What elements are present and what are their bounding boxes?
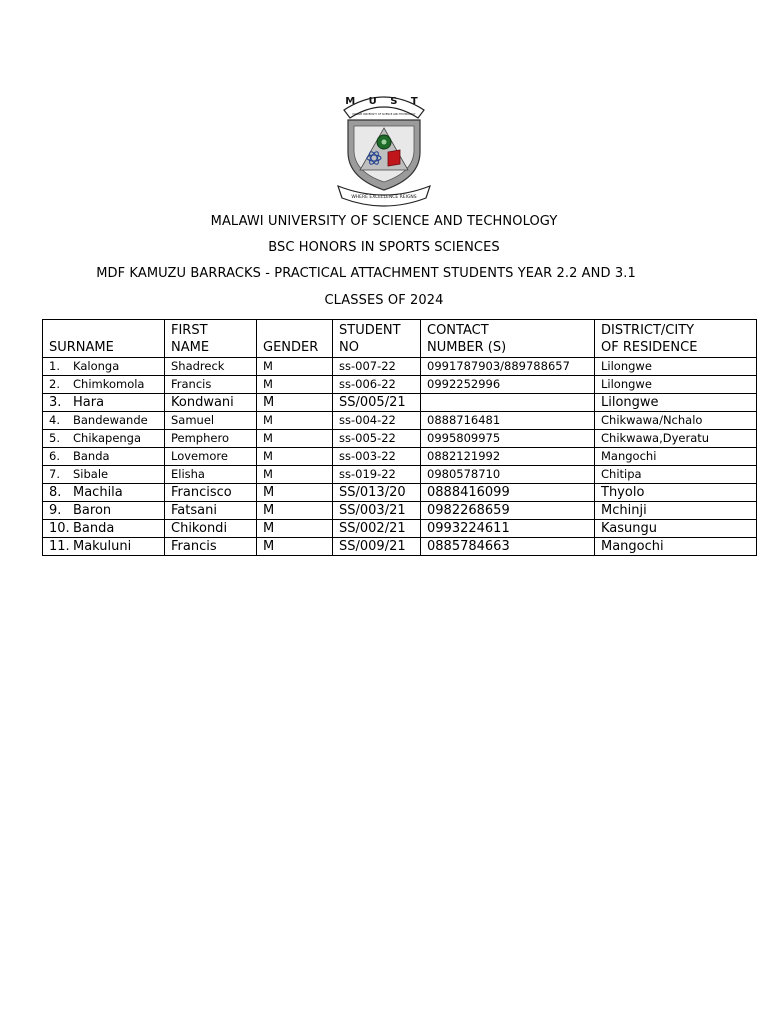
cell-first-name: Kondwani (165, 394, 257, 412)
cell-surname: 6. Banda (43, 448, 165, 466)
cell-district: Chikwawa/Nchalo (595, 412, 757, 430)
cell-student-no: SS/003/21 (333, 502, 421, 520)
cell-district: Mangochi (595, 538, 757, 556)
university-name-heading: MALAWI UNIVERSITY OF SCIENCE AND TECHNOLOGY (210, 214, 558, 229)
cell-first-name: Francisco (165, 484, 257, 502)
table-row (43, 466, 757, 484)
cell-surname: 5. Chikapenga (43, 430, 165, 448)
table-row (43, 430, 757, 448)
cell-district: Thyolo (595, 484, 757, 502)
student-roster-table (42, 319, 757, 556)
cell-first-name: Francis (165, 376, 257, 394)
cell-surname: 9. Baron (43, 502, 165, 520)
cell-contact: 0991787903/889788657 (421, 358, 595, 376)
table-row (43, 538, 757, 556)
cell-district: Kasungu (595, 520, 757, 538)
cell-district: Mangochi (595, 448, 757, 466)
cell-student-no: ss-006-22 (333, 376, 421, 394)
table-row (43, 448, 757, 466)
cell-first-name: Pemphero (165, 430, 257, 448)
cell-gender: M (257, 412, 333, 430)
cell-district: Chitipa (595, 466, 757, 484)
logo-motto: WHERE EXCELLENCE REIGNS (351, 195, 417, 200)
cell-contact (421, 394, 595, 412)
col-header-district: DISTRICT/CITY OF RESIDENCE (595, 320, 757, 358)
table-row (43, 376, 757, 394)
university-crest-logo (336, 86, 432, 208)
cell-first-name: Elisha (165, 466, 257, 484)
cell-gender: M (257, 394, 333, 412)
cell-contact: 0995809975 (421, 430, 595, 448)
programme-heading: BSC HONORS IN SPORTS SCIENCES (268, 240, 500, 255)
cell-student-no: SS/005/21 (333, 394, 421, 412)
cell-gender: M (257, 520, 333, 538)
cell-student-no: ss-007-22 (333, 358, 421, 376)
col-header-gender: GENDER (257, 320, 333, 358)
cell-surname: 3. Hara (43, 394, 165, 412)
cell-first-name: Fatsani (165, 502, 257, 520)
cell-district: Lilongwe (595, 358, 757, 376)
cell-first-name: Shadreck (165, 358, 257, 376)
cell-district: Lilongwe (595, 394, 757, 412)
col-header-first-name: FIRST NAME (165, 320, 257, 358)
table-row (43, 412, 757, 430)
cell-district: Chikwawa,Dyeratu (595, 430, 757, 448)
cell-student-no: SS/009/21 (333, 538, 421, 556)
cell-surname: 4. Bandewande (43, 412, 165, 430)
table-row (43, 484, 757, 502)
cell-first-name: Francis (165, 538, 257, 556)
cell-gender: M (257, 430, 333, 448)
cell-district: Lilongwe (595, 376, 757, 394)
cell-student-no: SS/002/21 (333, 520, 421, 538)
cell-contact: 0888416099 (421, 484, 595, 502)
cell-student-no: ss-005-22 (333, 430, 421, 448)
attachment-heading: MDF KAMUZU BARRACKS - PRACTICAL ATTACHMENT STUDENTS YEAR 2.2 AND 3.1 (96, 266, 636, 281)
cell-surname: 2. Chimkomola (43, 376, 165, 394)
cell-surname: 10. Banda (43, 520, 165, 538)
cell-student-no: ss-019-22 (333, 466, 421, 484)
cell-gender: M (257, 502, 333, 520)
cell-contact: 0888716481 (421, 412, 595, 430)
cell-student-no: ss-004-22 (333, 412, 421, 430)
cell-student-no: ss-003-22 (333, 448, 421, 466)
cell-contact: 0980578710 (421, 466, 595, 484)
classes-heading: CLASSES OF 2024 (324, 293, 444, 308)
logo-acronym: M U S T (345, 96, 423, 107)
table-row (43, 520, 757, 538)
logo-ribbon-text: MALAWI UNIVERSITY OF SCIENCE AND TECHNOLOGY (352, 113, 416, 116)
cell-first-name: Samuel (165, 412, 257, 430)
cell-gender: M (257, 376, 333, 394)
col-header-contact: CONTACT NUMBER (S) (421, 320, 595, 358)
table-header-row (43, 320, 757, 358)
cell-contact: 0992252996 (421, 376, 595, 394)
cell-surname: 7. Sibale (43, 466, 165, 484)
cell-contact: 0993224611 (421, 520, 595, 538)
table-row (43, 394, 757, 412)
cell-surname: 11. Makuluni (43, 538, 165, 556)
col-header-surname: SURNAME (43, 320, 165, 358)
cell-gender: M (257, 484, 333, 502)
cell-contact: 0982268659 (421, 502, 595, 520)
cell-surname: 1. Kalonga (43, 358, 165, 376)
table-row (43, 502, 757, 520)
cell-contact: 0885784663 (421, 538, 595, 556)
cell-gender: M (257, 448, 333, 466)
cell-gender: M (257, 358, 333, 376)
col-header-student-no: STUDENT NO (333, 320, 421, 358)
cell-gender: M (257, 538, 333, 556)
cell-surname: 8. Machila (43, 484, 165, 502)
table-row (43, 358, 757, 376)
cell-first-name: Lovemore (165, 448, 257, 466)
cell-student-no: SS/013/20 (333, 484, 421, 502)
cell-contact: 0882121992 (421, 448, 595, 466)
cell-gender: M (257, 466, 333, 484)
cell-first-name: Chikondi (165, 520, 257, 538)
cell-district: Mchinji (595, 502, 757, 520)
